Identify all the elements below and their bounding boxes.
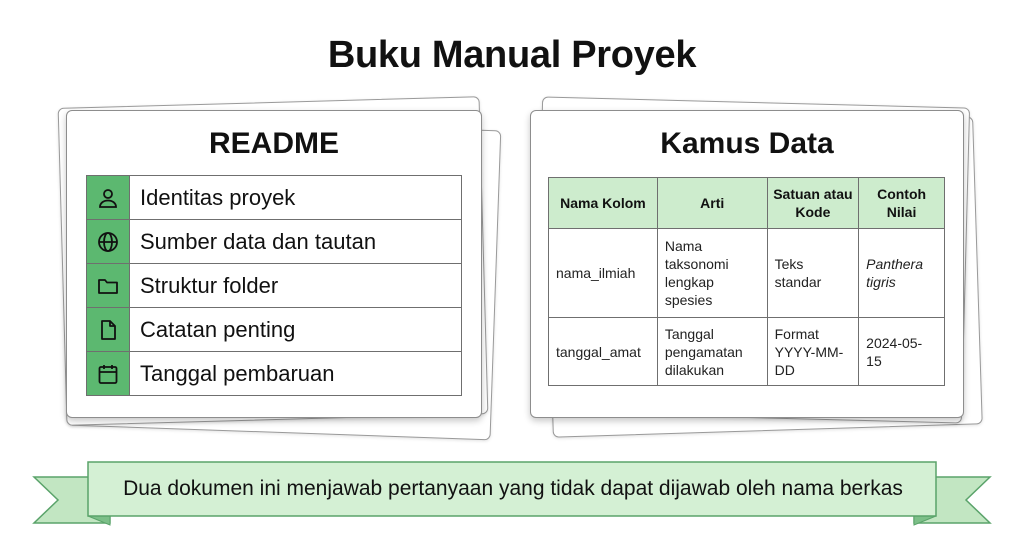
- list-item: [87, 176, 461, 219]
- folder-icon: [87, 264, 130, 307]
- column-header: Arti: [657, 178, 767, 229]
- dictionary-title: Kamus Data: [660, 127, 834, 160]
- column-header: Satuan atau Kode: [767, 178, 859, 229]
- readme-item-label: Tanggal pembaruan: [140, 360, 335, 386]
- table-cell: nama_ilmiah: [549, 229, 658, 318]
- table-row: [549, 318, 945, 386]
- readme-title: README: [208, 127, 339, 160]
- table-cell: Tanggal pengamatan dilakukan: [657, 318, 767, 386]
- table-header-row: [549, 178, 945, 229]
- list-item: [87, 307, 461, 351]
- banner-text: Dua dokumen ini menjawab pertanyaan yang tidak dapat dijawab oleh nama berkas: [123, 477, 903, 500]
- table-cell: Teks standar: [767, 229, 859, 318]
- page-title: Buku Manual Proyek: [327, 34, 697, 76]
- table-cell: Panthera tigris: [859, 229, 945, 318]
- readme-item-label: Struktur folder: [140, 272, 279, 298]
- table-cell: tanggal_amat: [549, 318, 658, 386]
- list-item: [87, 219, 461, 263]
- list-item: [87, 263, 461, 307]
- readme-item-label: Sumber data dan tautan: [140, 228, 377, 254]
- globe-icon: [87, 220, 130, 263]
- readme-item-label: Catatan penting: [140, 316, 296, 342]
- table-cell: Nama taksonomi lengkap spesies: [657, 229, 767, 318]
- readme-list: [86, 175, 462, 396]
- list-item: [87, 351, 461, 395]
- person-icon: [87, 176, 130, 219]
- document-icon: [87, 308, 130, 351]
- calendar-icon: [87, 352, 130, 395]
- column-header: Contoh Nilai: [859, 178, 945, 229]
- column-header: Nama Kolom: [549, 178, 658, 229]
- data-dictionary-table: [548, 177, 945, 386]
- table-cell: Format YYYY-MM-DD: [767, 318, 859, 386]
- readme-item-label: Identitas proyek: [140, 184, 296, 210]
- table-row: [549, 229, 945, 318]
- table-cell: 2024-05-15: [859, 318, 945, 386]
